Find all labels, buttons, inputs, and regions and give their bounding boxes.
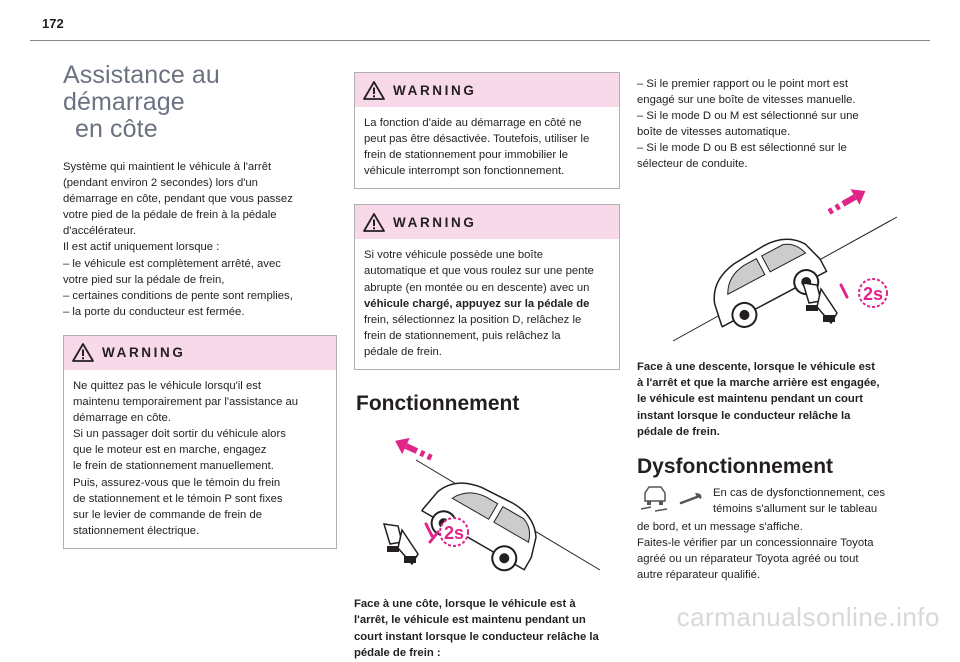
intro-line: d'accélérateur. (63, 225, 137, 238)
warning-triangle-icon (363, 213, 385, 232)
malfunction-row (637, 485, 903, 519)
warning-line: La fonction d'aide au démarrage en côté ne (364, 117, 582, 129)
malfunction-line: agréé ou un réparateur Toyota agréé ou tout (637, 552, 859, 565)
warning-line: démarrage en côte. (73, 412, 171, 425)
caption-line: pédale de frein : (354, 647, 441, 660)
intro-line: Il est actif uniquement lorsque : (63, 241, 220, 254)
warning-box-3 (354, 204, 620, 370)
caption-line: l'arrêt, le véhicule est maintenu pendant un (354, 614, 586, 627)
timer-label: 2s (862, 283, 884, 304)
timer-icon (859, 279, 887, 307)
page-number: 172 (42, 16, 64, 31)
warning-line: véhicule interrompt son fonctionnement. (364, 165, 565, 178)
caption-line: le véhicule est maintenu pendant un court (637, 393, 863, 406)
heading-malfunction: Dysfonctionnement (637, 454, 834, 478)
downhill-caption (637, 359, 903, 441)
warning-line: peut pas être désactivée. Toutefois, utiliser le (364, 133, 590, 146)
conditions-line: sélecteur de conduite. (637, 158, 748, 171)
warning-triangle-icon (363, 81, 385, 100)
caption-line: pédale de frein. (637, 426, 720, 439)
warning-header (64, 336, 336, 370)
intro-line: Système qui maintient le véhicule à l'arrêt (63, 161, 272, 173)
malfunction-line: En cas de dysfonctionnement, ces (713, 486, 886, 499)
warning-title: WARNING (102, 345, 186, 361)
warning-line: que le moteur est en marche, engagez (73, 444, 267, 457)
downhill-illustration (637, 187, 903, 347)
warning-line: Si un passager doit sortir du véhicule alors (73, 428, 286, 441)
caption-line: à l'arrêt et que la marche arrière est engagée, (637, 376, 880, 389)
warning-body (64, 370, 336, 548)
conditions-line: – Si le premier rapport ou le point mort est (637, 78, 848, 90)
warning-line: sur le levier de commande de frein de (73, 508, 263, 521)
warning-body (355, 239, 619, 369)
column-middle (354, 72, 620, 662)
warning-line: pédale de frein. (364, 345, 442, 358)
timer-icon (440, 518, 468, 546)
malfunction-side-text (713, 485, 885, 519)
section-title-line1: Assistance au démarrage (63, 61, 220, 116)
warning-line: Puis, assurez-vous que le témoin du frein (73, 476, 281, 489)
brake-pedal-icon (384, 524, 438, 564)
uphill-car-figure (354, 424, 620, 584)
warning-box-1 (63, 335, 337, 549)
caption-line: court instant lorsque le conducteur relâche la (354, 630, 599, 643)
warning-box-2 (354, 72, 620, 189)
malfunction-text (637, 519, 903, 583)
warning-line: frein, sélectionnez la position D, relâchez le (364, 313, 582, 326)
warning-line: frein de stationnement pour immobilier le (364, 149, 569, 162)
uphill-caption (354, 596, 620, 662)
warning-title: WARNING (393, 82, 477, 98)
intro-line: (pendant environ 2 secondes) lors d'un (63, 177, 258, 190)
warning-title: WARNING (393, 214, 477, 230)
section-title (63, 62, 337, 143)
intro-line: votre pied sur la pédale de frein, (63, 273, 225, 286)
heading-operation: Fonctionnement (356, 392, 520, 416)
hill-assist-warning-icon (637, 485, 707, 515)
warning-lights (637, 485, 713, 519)
intro-line: – la porte du conducteur est fermée. (63, 305, 245, 318)
car-downhill-icon (698, 225, 832, 337)
caption-line: instant lorsque le conducteur relâche la (637, 409, 851, 422)
watermark: carmanualsonline.info (676, 602, 940, 632)
warning-line: véhicule chargé, appuyez sur la pédale de (364, 297, 590, 310)
uphill-illustration (354, 424, 620, 584)
warning-line: stationnement électrique. (73, 524, 200, 537)
intro-line: – certaines conditions de pente sont remplies, (63, 289, 293, 302)
malfunction-line: Faites-le vérifier par un concessionnaire Toyota (637, 536, 874, 549)
warning-line: Ne quittez pas le véhicule lorsqu'il est (73, 379, 262, 392)
malfunction-line: autre réparateur qualifié. (637, 568, 761, 581)
warning-line: Si votre véhicule possède une boîte (364, 249, 543, 262)
conditions-line: – Si le mode D ou B est sélectionné sur le (637, 142, 847, 155)
malfunction-line: témoins s'allument sur le tableau (713, 502, 878, 515)
warning-line: maintenu temporairement par l'assistance au (73, 396, 299, 409)
warning-line: le frein de stationnement manuellement. (73, 460, 274, 473)
conditions-line: boîte de vitesses automatique. (637, 126, 791, 139)
arrow-right-up-icon (825, 183, 870, 220)
warning-body (355, 107, 619, 188)
warning-triangle-icon (72, 343, 94, 362)
intro-line: – le véhicule est complètement arrêté, avec (63, 257, 281, 270)
timer-label: 2s (443, 523, 465, 544)
car-uphill-icon (416, 466, 550, 580)
column-right (637, 76, 903, 583)
malfunction-line: de bord, et un message s'affiche. (637, 520, 803, 533)
warning-header (355, 73, 619, 107)
warning-line: automatique et que vous roulez sur une pente (364, 265, 594, 278)
conditions-line: – Si le mode D ou M est sélectionné sur une (637, 110, 859, 123)
warning-header (355, 205, 619, 239)
wrench-icon (681, 493, 701, 503)
intro-line: démarrage en côte, pendant que vous passez (63, 193, 293, 206)
top-divider (30, 40, 930, 41)
brake-pedal-icon (803, 283, 847, 323)
conditions-text (637, 76, 903, 173)
caption-line: Face à une côte, lorsque le véhicule est à (354, 598, 576, 611)
section-title-line2: en côte (75, 115, 158, 143)
column-left (63, 62, 337, 549)
warning-line: abrupte (en montée ou en descente) avec un (364, 281, 590, 294)
warning-line: de stationnement et le témoin P sont fixes (73, 492, 283, 505)
downhill-car-figure (637, 187, 903, 347)
caption-line: Face à une descente, lorsque le véhicule est (637, 360, 875, 373)
warning-line: frein de stationnement, puis relâchez la (364, 329, 561, 342)
arrow-left-up-icon (391, 433, 435, 466)
intro-text (63, 159, 337, 320)
intro-line: votre pied de la pédale de frein à la pédale (63, 209, 277, 222)
conditions-line: engagé sur une boîte de vitesses manuelle. (637, 94, 856, 107)
